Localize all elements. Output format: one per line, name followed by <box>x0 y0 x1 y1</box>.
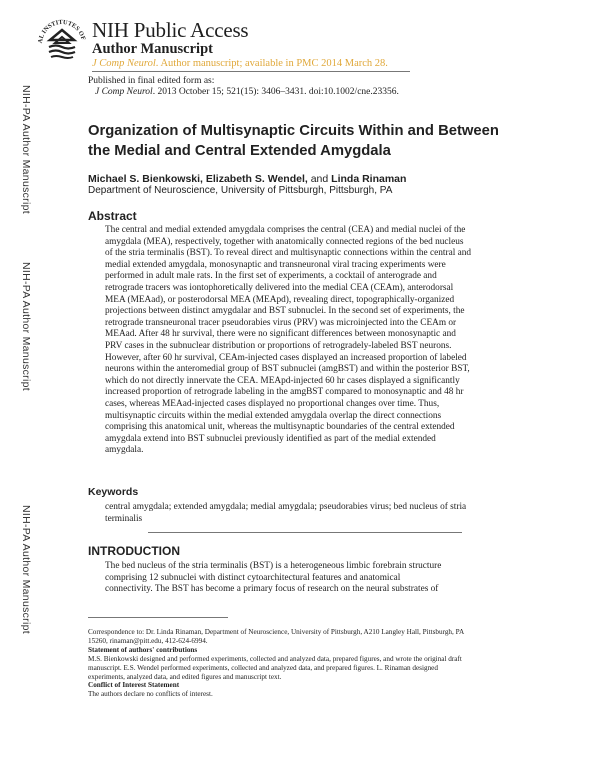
journal-abbrev: J Comp Neurol <box>92 58 156 69</box>
abstract-line: which do not directly innervate the CEA. MEApd-injected 60 hr cases displayed a significantly <box>105 375 460 386</box>
affiliation: Department of Neuroscience, University of Pittsburgh, Pittsburgh, PA <box>88 185 393 196</box>
citation-details: . 2013 October 15; 521(15): 3406–3431. doi:10.1002/cne.23356. <box>152 87 399 97</box>
article-title: Organization of Multisynaptic Circuits Within and Between the Medial and Central Extended Amygdala <box>88 123 499 159</box>
abstract-line: comprising this anatomical unit, whereas the multisynaptic boundaries of the central extended <box>105 422 455 433</box>
citation <box>95 87 399 97</box>
abstract-line: MEAad. After 48 hr survival, there were no significant differences between monosynaptic and <box>105 329 456 340</box>
authors-first: Michael S. Bienkowski, Elizabeth S. Wendel, <box>88 173 308 185</box>
header-divider <box>92 71 410 72</box>
published-label: Published in final edited form as: <box>88 76 215 86</box>
introduction-heading: INTRODUCTION <box>88 544 180 558</box>
footnote-divider <box>88 617 228 618</box>
side-watermark-1: NIH-PA Author Manuscript <box>20 85 32 214</box>
abstract-line: However, after 60 hr survival, CEAm-injected cases displayed an increased proportion of labeled <box>105 352 467 363</box>
keywords-line: central amygdala; extended amygdala; medial amygdala; pseudorabies virus; bed nucleus of stria <box>105 502 467 512</box>
citation-journal: J Comp Neurol <box>95 87 153 97</box>
abstract-line: increased proportion of retrograde labeling in the amgBST compared to monosynaptic and 48 hr <box>105 387 464 398</box>
authors-and: and <box>307 173 332 185</box>
correspondence-line: 15260, rinaman@pitt.edu, 412-624-6994. <box>88 636 208 645</box>
conflict-text: The authors declare no conflicts of interest. <box>88 690 213 699</box>
abstract-line: amygdala. <box>105 445 144 456</box>
contributions-line: experiments, analyzed data, and edited figures and manuscript text. <box>88 672 282 681</box>
introduction-body <box>105 561 441 596</box>
side-watermark-3: NIH-PA Author Manuscript <box>20 505 32 634</box>
abstract-line: performed in adult male rats. In the first set of experiments, a cocktail of anterograde and <box>105 271 437 282</box>
abstract-heading: Abstract <box>88 209 137 223</box>
availability-line <box>92 58 388 69</box>
abstract-line: of the stria terminalis (BST). To reveal direct and multisynaptic connections within the central and <box>105 248 472 259</box>
abstract-line: retrograde tracers was iontophoretically delivered into the medial CEA (CEAm), anterodorsal <box>105 282 454 293</box>
abstract-line: neurons within the anteromedial group of BST subnuclei (amgBST) and within the posterior BST, <box>105 364 470 375</box>
abstract-line: MEA (MEAad), or posterodorsal MEA (MEApd), revealing direct, topographically-organized <box>105 294 455 305</box>
authors-last: Linda Rinaman <box>331 173 407 185</box>
side-watermark-2: NIH-PA Author Manuscript <box>20 262 32 391</box>
abstract-line: multisynaptic circuits within the medial extended amygdala overlap the direct connections <box>105 410 442 421</box>
introduction-line: comprising 12 subnuclei with distinct cytoarchitectural features and anatomical <box>105 572 401 583</box>
contributions-line: M.S. Bienkowski designed and performed experiments, collected and analyzed data, prepared figures, and wrote the original draft <box>88 654 462 663</box>
abstract-line: retrograde transneuronal tracer pseudorabies virus (PRV) was microinjected into the CEAm or <box>105 317 457 328</box>
conflict-heading: Conflict of Interest Statement <box>88 681 180 690</box>
author-list <box>88 173 406 185</box>
manuscript-type: Author Manuscript <box>92 41 213 57</box>
nih-logo <box>34 14 90 70</box>
abstract-body <box>105 225 515 457</box>
keywords-heading: Keywords <box>88 486 139 498</box>
footnotes <box>88 628 518 699</box>
abstract-line: PRV cases in the subnuclear distribution or proportions of retrogradely-labeled BST neurons. <box>105 340 452 351</box>
abstract-line: projections between distinct amygdalar and BST subnuclei. In the second set of experiments, the <box>105 306 465 317</box>
abstract-line: The central and medial extended amygdala comprises the central (CEA) and medial nuclei of the <box>105 225 466 235</box>
contributions-heading: Statement of authors' contributions <box>88 645 198 654</box>
abstract-line: amygdala (MEA), respectively, together with anatomically connected regions of the bed nucleus <box>105 236 464 247</box>
abstract-line: cases, whereas MEAad-injected cases displayed no proportional changes over time. Thus, <box>105 398 440 409</box>
contributions-line: manuscript. E.S. Wendel performed experiments, collected and analyzed data, and prepared figures. L. Rinaman designed <box>88 663 438 672</box>
logo-text: AL INSTITUTES OF <box>36 18 87 44</box>
abstract-line: amygdala extend into BST subnuclei previously identified as part of the medial extended <box>105 433 436 444</box>
keywords-line: terminalis <box>105 513 143 524</box>
abstract-line: medial extended amygdala, monosynaptic and transneuronal viral tracing experiments were <box>105 259 446 270</box>
introduction-line: The bed nucleus of the stria terminalis (BST) is a heterogeneous limbic forebrain structure <box>105 561 442 571</box>
introduction-line: connectivity. The BST has become a primary focus of research on the neural substrates of <box>105 584 439 595</box>
availability-text: . Author manuscript; available in PMC 2014 March 28. <box>155 58 388 69</box>
repository-title: NIH Public Access <box>92 18 249 42</box>
correspondence-line: Correspondence to: Dr. Linda Rinaman, Department of Neuroscience, University of Pittsburgh, A210 Langley Hall, Pittsburgh, PA <box>88 628 465 636</box>
keywords-divider <box>148 532 462 533</box>
keywords-body <box>105 502 466 525</box>
